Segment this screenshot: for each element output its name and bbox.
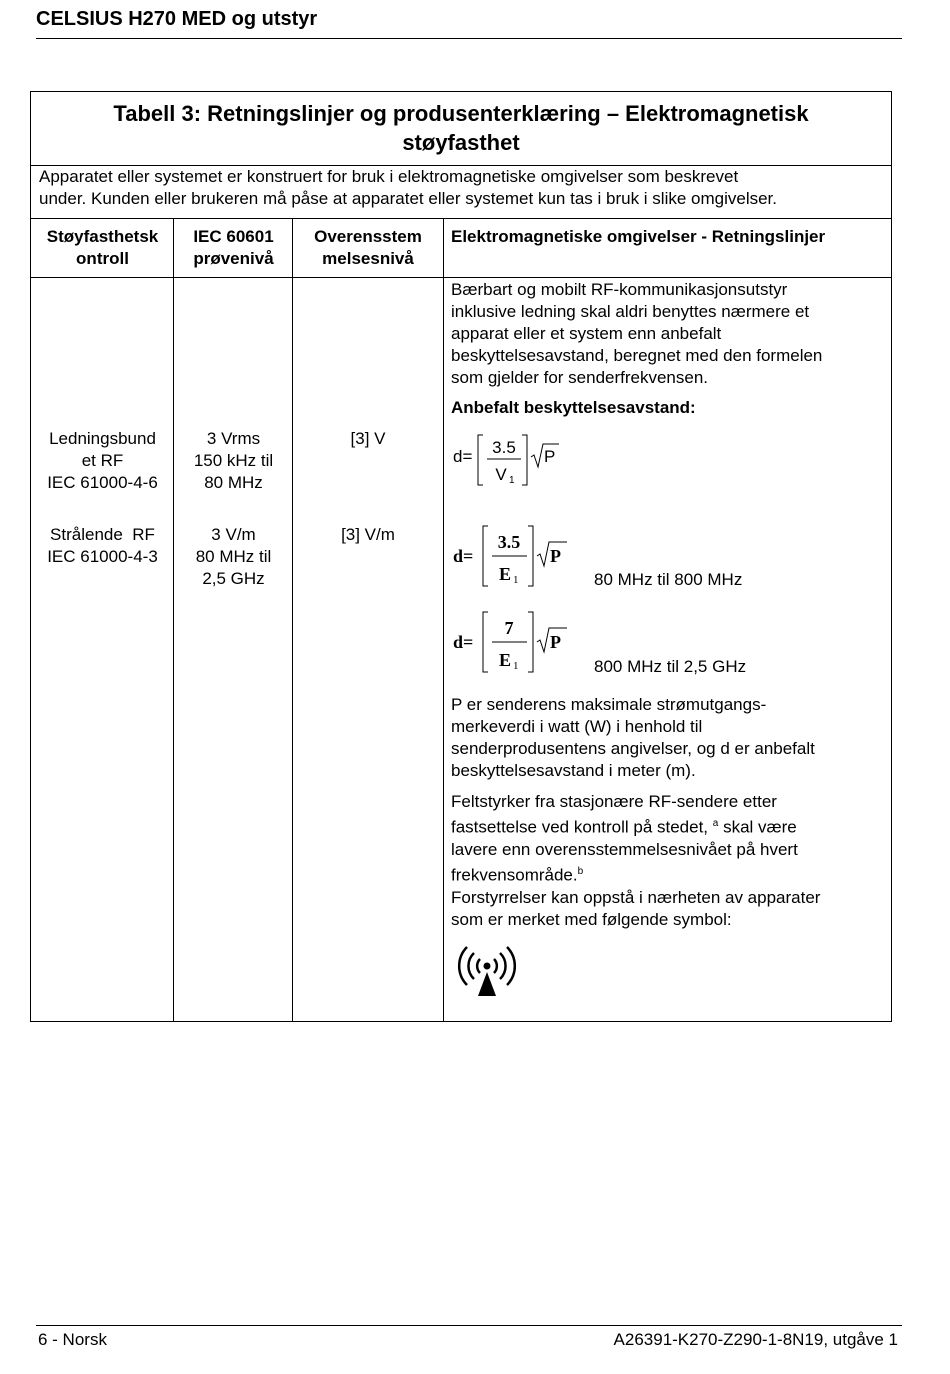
formula-numerator: 3.5	[497, 532, 521, 552]
recommended-distance-heading: Anbefalt beskyttelsesavstand:	[451, 398, 696, 417]
row2-compliance: [3] V/m	[341, 525, 395, 544]
column-header-line: melsesnivå	[322, 249, 414, 268]
column-header-compliance	[293, 226, 443, 270]
table-divider	[31, 277, 891, 278]
formula-radicand: P	[550, 632, 561, 652]
column-header-line: Støyfasthetsk	[46, 227, 159, 246]
formula-lhs: d=	[453, 546, 474, 566]
paragraph-text: fastsettelse ved kontroll på stedet,	[451, 817, 709, 837]
column-header-line: IEC 60601	[193, 227, 274, 246]
formula-subscript: 1	[513, 574, 519, 586]
cell-line: 150 kHz til	[193, 451, 274, 470]
formula-subscript: 1	[513, 660, 519, 672]
document-id: A26391-K270-Z290-1-8N19, utgåve 1	[613, 1330, 898, 1349]
guidance-paragraph-3	[451, 791, 881, 886]
column-divider	[292, 218, 293, 1021]
row2-level	[174, 524, 293, 590]
table-intro	[39, 166, 885, 210]
emc-immunity-table	[30, 91, 892, 1022]
formula-denominator: V	[495, 465, 507, 484]
cell-line: IEC 61000-4-3	[47, 547, 158, 566]
column-header-level	[174, 226, 293, 270]
column-header-line: Overensstem	[314, 227, 422, 246]
frequency-range-low: 80 MHz til 800 MHz	[594, 570, 743, 589]
paragraph-line: apparat eller et system enn anbefalt	[451, 324, 722, 343]
guidance-paragraph-1	[451, 279, 881, 389]
formula-radicand: P	[550, 546, 561, 566]
paragraph-line: Bærbart og mobilt RF-kommunikasjonsutstyr	[451, 280, 788, 299]
guidance-paragraph-2	[451, 694, 881, 782]
table-title-line2: støyfasthet	[402, 130, 520, 155]
paragraph-line: som er merket med følgende symbol:	[451, 910, 732, 929]
paragraph-line: P er senderens maksimale strømutgangs-	[451, 695, 767, 714]
paragraph-line: inklusive ledning skal aldri benyttes nærmere et	[451, 302, 810, 321]
cell-line: 80 MHz til	[195, 547, 272, 566]
formula-denominator: E	[498, 564, 512, 584]
non-ionizing-radiation-icon	[453, 944, 521, 1004]
paragraph-line: som gjelder for senderfrekvensen.	[451, 368, 709, 387]
formula-numerator: 7	[504, 618, 514, 638]
row2-test	[31, 524, 174, 568]
paragraph-line	[451, 813, 881, 839]
cell-line: 3 V/m	[211, 525, 256, 544]
footer-divider	[36, 1325, 902, 1326]
formula-radicand: P	[544, 447, 556, 466]
frequency-range-high: 800 MHz til 2,5 GHz	[594, 657, 747, 676]
column-header-line: prøvenivå	[193, 249, 274, 268]
cell-line: IEC 61000-4-6	[47, 473, 158, 492]
cell-line: 3 Vrms	[206, 429, 261, 448]
page-number: 6 - Norsk	[38, 1330, 107, 1349]
page-header-title: CELSIUS H270 MED og utstyr	[36, 8, 318, 30]
row1-level	[174, 428, 293, 494]
paragraph-line: senderprodusentens angivelser, og d er anbefalt	[451, 739, 815, 758]
row1-test	[31, 428, 174, 494]
paragraph-line: lavere enn overensstemmelsesnivået på hvert	[451, 839, 798, 859]
table-title	[31, 92, 891, 165]
footnote-marker: b	[577, 865, 584, 877]
paragraph-line: merkeverdi i watt (W) i henhold til	[451, 717, 703, 736]
cell-line: 2,5 GHz	[202, 569, 265, 588]
paragraph-line: Feltstyrker fra stasjonære RF-sendere etter	[451, 792, 777, 811]
formula-lhs: d=	[453, 632, 474, 652]
table-title-line1: Tabell 3: Retningslinjer og produsenterklæring – Elektromagnetisk	[113, 101, 809, 126]
paragraph-text: skal være	[718, 817, 797, 837]
header-divider	[36, 38, 902, 39]
formula-lhs: d=	[453, 447, 473, 466]
column-header-test	[31, 226, 174, 270]
paragraph-text: frekvensområde.	[451, 865, 578, 885]
guidance-paragraph-4	[451, 887, 881, 931]
table-divider	[31, 218, 891, 219]
column-divider	[443, 218, 444, 1021]
formula-subscript: 1	[509, 475, 515, 486]
column-header-line: ontroll	[76, 249, 129, 268]
formula-conducted-rf	[451, 430, 571, 490]
cell-line: Strålende RF	[50, 525, 155, 544]
intro-line1: Apparatet eller systemet er konstruert for bruk i elektromagnetiske omgivelser som beskrevet	[39, 167, 739, 186]
formula-radiated-rf-high	[451, 606, 581, 676]
cell-line: et RF	[81, 451, 124, 470]
formula-numerator: 3.5	[492, 438, 516, 457]
footnote-marker: a	[712, 818, 719, 829]
paragraph-line: Forstyrrelser kan oppstå i nærheten av apparater	[451, 888, 821, 907]
row1-compliance: [3] V	[350, 429, 386, 448]
formula-radiated-rf-low	[451, 520, 581, 590]
paragraph-line: beskyttelsesavstand, beregnet med den formelen	[451, 346, 823, 365]
cell-line: Ledningsbund	[49, 429, 156, 448]
cell-line: 80 MHz	[204, 473, 263, 492]
intro-line2: under. Kunden eller brukeren må påse at apparatet eller systemet kun tas i bruk i slike omgivelser.	[39, 189, 777, 208]
column-divider	[173, 218, 174, 1021]
column-header-guidance: Elektromagnetiske omgivelser - Retningslinjer	[451, 227, 826, 246]
paragraph-line	[451, 861, 881, 887]
formula-denominator: E	[498, 650, 512, 670]
paragraph-line: beskyttelsesavstand i meter (m).	[451, 761, 696, 780]
